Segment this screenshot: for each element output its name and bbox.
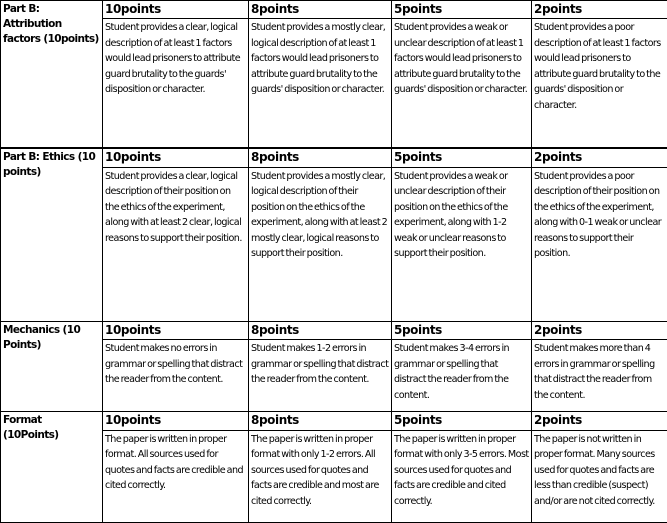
points-level: 5points bbox=[392, 148, 532, 167]
criterion-description: Student provides a mostly clear, logical description of their position on the ethics of the experiment, along with at least 2 mostly clear, logical reasons to support their position. bbox=[249, 167, 392, 321]
points-level: 10points bbox=[103, 1, 249, 19]
points-level: 5points bbox=[392, 1, 532, 19]
points-level: 5points bbox=[392, 321, 532, 339]
criterion-description: The paper is written in proper format. All sources used for quotes and facts are credible and cited correctly. bbox=[103, 430, 249, 522]
criterion-label: Format (10Points) bbox=[1, 412, 103, 523]
criterion-description: Student provides a weak or unclear description of at least 1 factors would lead prisoners to attribute guard brutality to the guards' disposition or character. bbox=[392, 19, 532, 148]
criterion-description: Student makes more than 4 errors in grammar or spelling that distract the reader from the content. bbox=[532, 340, 667, 412]
criterion-label: Part B: Attribution factors (10points) bbox=[1, 1, 103, 149]
criterion-description: Student provides a clear, logical description of their position on the ethics of the experiment, along with at least 2 clear, logical reasons to support their position. bbox=[103, 167, 249, 321]
points-level: 8points bbox=[249, 321, 392, 339]
criterion-description: Student provides a poor description of at least 1 factors would lead prisoners to attribute guard brutality to the guards' disposition or character. bbox=[532, 19, 667, 148]
rubric-row-ethics bbox=[1, 148, 667, 167]
points-level: 2points bbox=[532, 148, 667, 167]
points-level: 5points bbox=[392, 412, 532, 430]
criterion-description: Student provides a poor description of their position on the ethics of the experiment, along with 0-1 weak or unclear reasons to support their position. bbox=[532, 167, 667, 321]
points-level: 10points bbox=[103, 148, 249, 167]
criterion-label: Part B: Ethics (10 points) bbox=[1, 148, 103, 321]
rubric-row-format bbox=[1, 412, 667, 430]
points-level: 10points bbox=[103, 321, 249, 339]
criterion-description: The paper is not written in proper format. Many sources used for quotes and facts are less than credible (suspect) and/or are not cited correctly. bbox=[532, 430, 667, 522]
criterion-description: Student makes 1-2 errors in grammar or spelling that distract the reader from the content. bbox=[249, 340, 392, 412]
points-level: 2points bbox=[532, 321, 667, 339]
criterion-description: Student makes no errors in grammar or spelling that distract the reader from the content. bbox=[103, 340, 249, 412]
points-level: 2points bbox=[532, 1, 667, 19]
points-level: 2points bbox=[532, 412, 667, 430]
criterion-label: Mechanics (10 Points) bbox=[1, 321, 103, 411]
rubric-row-attribution bbox=[1, 1, 667, 19]
criterion-description: Student provides a weak or unclear description of their position on the ethics of the experiment, along with 1-2 weak or unclear reasons to support their position. bbox=[392, 167, 532, 321]
criterion-description: Student makes 3-4 errors in grammar or spelling that distract the reader from the content. bbox=[392, 340, 532, 412]
points-level: 10points bbox=[103, 412, 249, 430]
points-level: 8points bbox=[249, 1, 392, 19]
criterion-description: Student provides a mostly clear, logical description of at least 1 factors would lead prisoners to attribute guard brutality to the guards' disposition or character. bbox=[249, 19, 392, 148]
rubric-row-mechanics bbox=[1, 321, 667, 339]
criterion-description: The paper is written in proper format with only 3-5 errors. Most sources used for quotes and facts are credible and cited correctly. bbox=[392, 430, 532, 522]
points-level: 8points bbox=[249, 412, 392, 430]
criterion-description: The paper is written in proper format with only 1-2 errors. All sources used for quotes and facts are credible and most are cited correctly. bbox=[249, 430, 392, 522]
criterion-description: Student provides a clear, logical description of at least 1 factors would lead prisoners to attribute guard brutality to the guards' disposition or character. bbox=[103, 19, 249, 148]
points-level: 8points bbox=[249, 148, 392, 167]
